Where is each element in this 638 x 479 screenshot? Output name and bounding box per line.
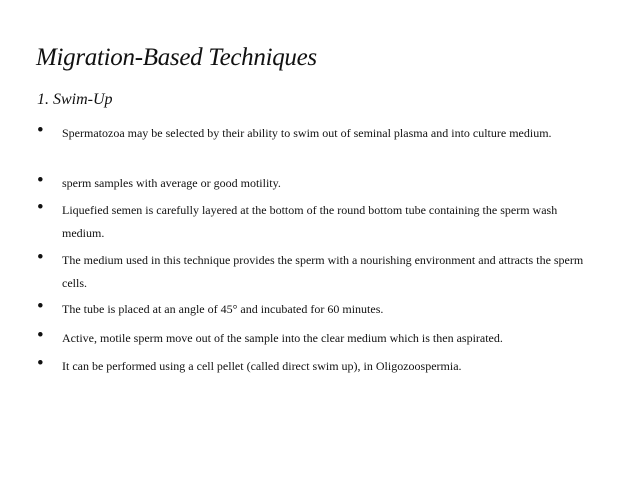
bullet-icon: • bbox=[37, 120, 44, 141]
bullet-text: The medium used in this technique provides the sperm with a nourishing environment and attracts the sperm cells. bbox=[62, 253, 584, 290]
bullet-text: sperm samples with average or good motility. bbox=[62, 176, 281, 190]
bullet-text: The tube is placed at an angle of 45° and incubated for 60 minutes. bbox=[62, 302, 384, 316]
bullet-text: It can be performed using a cell pellet (called direct swim up), in Oligozoospermia. bbox=[62, 359, 462, 373]
bullet-text: Spermatozoa may be selected by their ability to swim out of seminal plasma and into culture medium. bbox=[62, 126, 552, 140]
bullet-icon: • bbox=[37, 296, 44, 317]
slide-subtitle: 1. Swim-Up bbox=[37, 91, 113, 108]
bullet-icon: • bbox=[37, 353, 44, 374]
bullet-icon: • bbox=[37, 325, 44, 346]
slide-title: Migration-Based Techniques bbox=[36, 44, 317, 71]
bullet-icon: • bbox=[37, 170, 44, 191]
bullet-text: Active, motile sperm move out of the sample into the clear medium which is then aspirated. bbox=[62, 331, 503, 345]
bullet-icon: • bbox=[37, 197, 44, 218]
bullet-icon: • bbox=[37, 247, 44, 268]
bullet-text: Liquefied semen is carefully layered at the bottom of the round bottom tube containing the sperm wash medium. bbox=[62, 203, 558, 240]
